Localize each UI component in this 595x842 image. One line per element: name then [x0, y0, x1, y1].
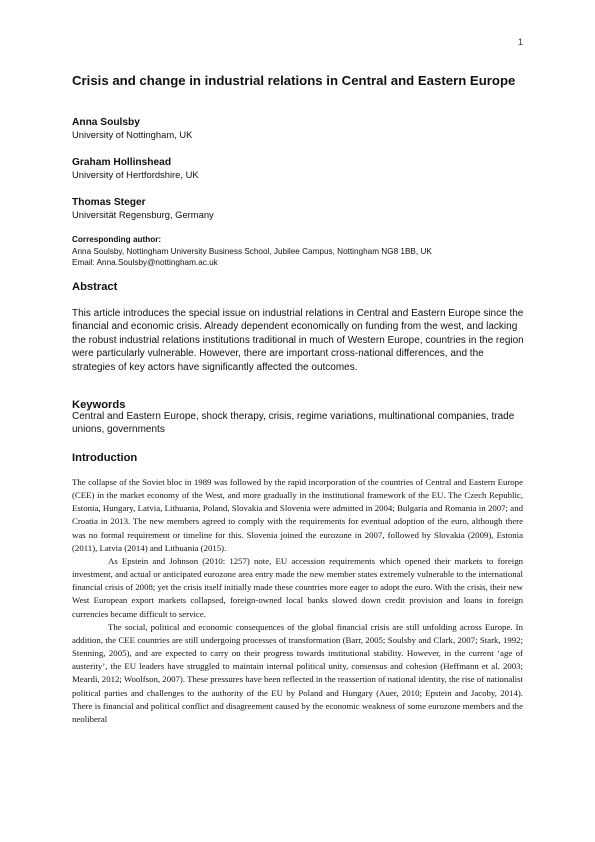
corresponding-author	[72, 234, 527, 269]
author-affiliation: University of Hertfordshire, UK	[72, 169, 199, 180]
abstract-heading: Abstract	[72, 281, 118, 293]
abstract-text: This article introduces the special issue on industrial relations in Central and Eastern Europe since the financial and economic crisis. Already dependent economically on funding from the west, and lacking the robust industrial relations institutions traditional in much of Western Europe, countries in the region were particularly vulnerable. However, there are important cross-national differences, and the strategies of key actors have significantly affected the outcomes.	[72, 308, 524, 373]
author-name: Graham Hollinshead	[72, 157, 172, 168]
article-title: Crisis and change in industrial relations in Central and Eastern Europe	[72, 73, 516, 88]
author-name: Anna Soulsby	[72, 117, 140, 128]
introduction-heading: Introduction	[72, 452, 138, 464]
keywords-text: Central and Eastern Europe, shock therapy, crisis, regime variations, multinational companies, trade unions, governments	[72, 411, 515, 435]
corresponding-author-label: Corresponding author:	[72, 235, 162, 244]
keywords-heading: Keywords	[72, 399, 126, 411]
paragraph: The social, political and economic consequences of the global financial crisis are still unfolding across Europe. In addition, the CEE countries are still undergoing processes of transformation (Barr, 2005; Soulsby and Clark, 2007; Stark, 1992; Stenning, 2005), and are expected to carry on their progress towards institutional stability. However, in the current ‘age of austerity’, the EU leaders have struggled to maintain internal political unity, consensus and cohesion (Heffmann et al. 2003; Meardi, 2012; Woolfson, 2007). These pressures have been reflected in the reassertion of national identity, the rise of nationalist political parties and challenges to the authority of the EU by Poland and Hungary (Auer, 2010; Epstein and Jacoby, 2014). There is financial and political conflict and disagreement caused by the economic weakness of some eurozone members and the neoliberal	[72, 621, 523, 724]
author-affiliation: University of Nottingham, UK	[72, 129, 193, 140]
introduction-body	[72, 476, 523, 726]
author-affiliation: Universität Regensburg, Germany	[72, 209, 214, 220]
paragraph: As Epstein and Johnson (2010: 1257) note, EU accession requirements which opened their markets to foreign investment, and actual or anticipated eurozone area entry made the new member states extremely vulnerable to the international financial crisis of 2008; yet the crisis itself initially made these countries more eager to adopt the euro. With the crisis, their new West European export markets collapsed, foreign-owned local banks slowed down credit provision and loans in foreign currencies became difficult to service.	[72, 555, 523, 619]
corresponding-author-address: Anna Soulsby, Nottingham University Business School, Jubilee Campus, Nottingham NG8 1BB, UK	[72, 246, 432, 256]
author-block	[72, 116, 527, 141]
corresponding-author-email: Email: Anna.Soulsby@nottingham.ac.uk	[72, 258, 218, 267]
author-block	[72, 156, 527, 181]
author-name: Thomas Steger	[72, 197, 146, 208]
page-number: 1	[517, 37, 523, 47]
author-block	[72, 196, 527, 221]
paragraph: The collapse of the Soviet bloc in 1989 was followed by the rapid incorporation of the countries of Central and Eastern Europe (CEE) in the market economy of the West, and more gradually in the institutional framework of the EU. The Czech Republic, Estonia, Hungary, Latvia, Lithuania, Poland, Slovakia and Slovenia were admitted in 2004; Bulgaria and Romania in 2007; and Croatia in 2013. The new members agreed to comply with the requirements for eventual adoption of the euro, although there was no formal requirement or timeline for this. Slovenia joined the eurozone in 2007, followed by Slovakia (2009), Estonia (2011), Latvia (2014) and Lithuania (2015).	[72, 477, 523, 553]
